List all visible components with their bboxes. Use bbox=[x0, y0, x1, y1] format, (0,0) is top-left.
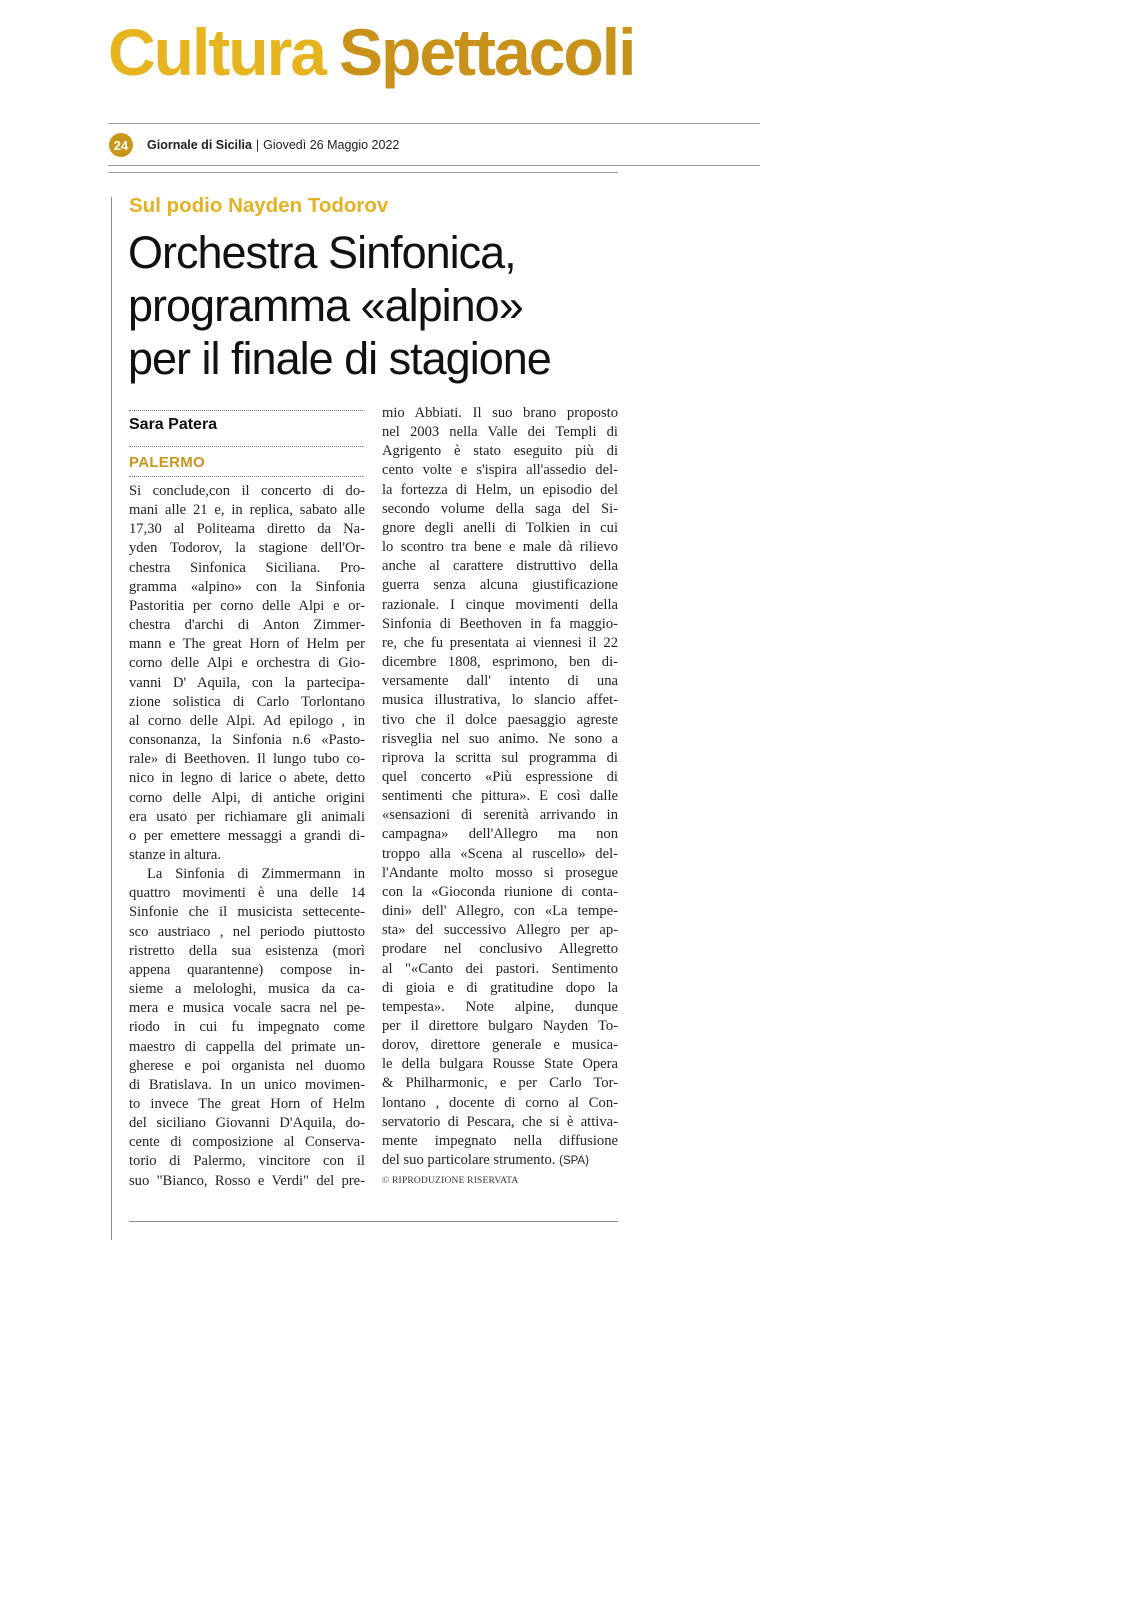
text-line: servatorio di Pescara, che si è attiva- bbox=[382, 1113, 618, 1130]
text-line: con la «Gioconda riunione di conta- bbox=[382, 883, 618, 900]
article-column-2 bbox=[382, 404, 618, 1171]
text-line: sieme a melologhi, musica da ca- bbox=[129, 981, 365, 998]
article-headline bbox=[128, 226, 628, 385]
text-line: era usato per richiamare gli animali bbox=[129, 808, 365, 825]
text-line: di Bratislava. In un unico movimen- bbox=[129, 1076, 365, 1093]
article-column-1 bbox=[129, 482, 365, 1191]
text-line: corno delle Alpi e orchestra di Gio- bbox=[129, 655, 365, 672]
text-line: appena quarantenne) compose in- bbox=[129, 961, 365, 978]
text-line: le della bulgara Rousse State Opera bbox=[382, 1056, 618, 1073]
text-line: sta» del successivo Allegro per ap- bbox=[382, 922, 618, 939]
byline-author: Sara Patera bbox=[129, 416, 218, 433]
text-line: nel 2003 nella Valle dei Templi di bbox=[382, 424, 618, 441]
text-line: del suo particolare strumento. bbox=[382, 1152, 556, 1169]
text-line: mera e musica vocale sacra nel pe- bbox=[129, 1000, 365, 1017]
text-line: la fortezza di Helm, un episodio del bbox=[382, 481, 618, 498]
text-line: Pastoritia per corno delle Alpi e or- bbox=[129, 597, 365, 614]
text-line: risveglia nel suo animo. Ne sono a bbox=[382, 730, 618, 747]
text-line: dorov, direttore generale e musica- bbox=[382, 1037, 618, 1054]
text-line: suo "Bianco, Rosso e Verdi" del pre- bbox=[129, 1172, 365, 1189]
text-line: musica illustrativa, lo slancio affet- bbox=[382, 692, 618, 709]
article-kicker: Sul podio Nayden Todorov bbox=[129, 194, 389, 217]
text-line: gnore degli anelli di Tolkien in cui bbox=[382, 519, 618, 536]
copyright-notice: © RIPRODUZIONE RISERVATA bbox=[382, 1176, 519, 1186]
text-line: Si conclude,con il concerto di do- bbox=[129, 483, 365, 499]
text-line: del siciliano Giovanni D'Aquila, do- bbox=[129, 1115, 365, 1132]
text-line: anche al carattere distruttivo della bbox=[382, 558, 618, 575]
dateline-city: PALERMO bbox=[129, 454, 205, 471]
text-line: nico in legno di larice o abete, detto bbox=[129, 770, 365, 787]
text-line: 17,30 al Politeama diretto da Na- bbox=[129, 521, 365, 538]
newspaper-name: Giornale di Sicilia bbox=[147, 138, 252, 152]
text-line: ristretto della sua esistenza (morì bbox=[129, 942, 365, 959]
text-line: cento volte e s'ispira all'assedio del- bbox=[382, 462, 618, 479]
text-line: riodo in cui fu impegnato come bbox=[129, 1019, 365, 1036]
text-line: cente di composizione al Conserva- bbox=[129, 1134, 365, 1151]
text-line: stanze in altura. bbox=[129, 846, 221, 863]
text-line: La Sinfonia di Zimmermann in bbox=[147, 866, 365, 883]
text-line: Sinfonie che il musicista settecente- bbox=[129, 904, 365, 921]
text-line: al "«Canto dei pastori. Sentimento bbox=[382, 960, 618, 977]
text-line: gherese e poi organista nel duomo bbox=[129, 1057, 365, 1074]
headline-line: per il finale di stagione bbox=[128, 333, 551, 384]
text-line: sentimenti che pittura». E così dalle bbox=[382, 788, 618, 805]
text-line: l'Andante molto mosso si prosegue bbox=[382, 864, 618, 881]
text-line: consonanza, la Sinfonia n.6 «Pasto- bbox=[129, 732, 365, 749]
text-line: mio Abbiati. Il suo brano proposto bbox=[382, 405, 618, 421]
text-line: troppo alla «Scena al ruscello» del- bbox=[382, 845, 618, 862]
text-line: yden Todorov, la stagione dell'Or- bbox=[129, 540, 365, 557]
text-line: dini» dell' Allegro, con «La tempe- bbox=[382, 903, 618, 920]
text-line: mani alle 21 e, in replica, sabato alle bbox=[129, 502, 365, 519]
text-line: lo scontro tra bene e male dà rilievo bbox=[382, 539, 618, 556]
text-line: di gioia e di gratitudine dopo la bbox=[382, 979, 618, 996]
text-line: Agrigento è stato eseguito più di bbox=[382, 443, 618, 460]
headline-line: Orchestra Sinfonica, bbox=[128, 227, 516, 278]
text-line: tempesta». Note alpine, dunque bbox=[382, 998, 618, 1015]
section-title bbox=[108, 12, 634, 92]
text-line: mann e The great Horn of Helm per bbox=[129, 636, 365, 653]
text-line: corno delle Alpi, di antiche origini bbox=[129, 789, 365, 806]
text-line: mente impegnato nella diffusione bbox=[382, 1132, 618, 1149]
text-line: o per emettere messaggi a grandi di- bbox=[129, 827, 365, 844]
article-left-border bbox=[111, 197, 112, 1240]
text-line: versamente dall' intento di una bbox=[382, 673, 618, 690]
text-line: secondo volume della saga del Si- bbox=[382, 500, 618, 517]
text-line: chestra Sinfonica Siciliana. Pro- bbox=[129, 559, 365, 576]
folio-separator: | bbox=[255, 138, 260, 152]
text-line: rale» di Beethoven. Il lungo tubo co- bbox=[129, 751, 365, 768]
article-bottom-rule bbox=[129, 1221, 618, 1222]
text-line: dicembre 1808, esprimono, ben di- bbox=[382, 654, 618, 671]
text-line: gramma «alpino» con la Sinfonia bbox=[129, 578, 365, 595]
text-line: to invece The great Horn of Helm bbox=[129, 1096, 365, 1112]
folio-line bbox=[109, 132, 399, 158]
text-line: lontano , docente di corno al Con- bbox=[382, 1094, 618, 1111]
author-signature: (SPA) bbox=[559, 1155, 589, 1168]
text-line: sco austriaco , nel periodo piuttosto bbox=[129, 923, 365, 940]
text-line: al corno delle Alpi. Ad epilogo , in bbox=[129, 712, 365, 729]
text-line: chestra d'archi di Anton Zimmer- bbox=[129, 617, 365, 634]
text-line: per il direttore bulgaro Nayden To- bbox=[382, 1018, 618, 1034]
section-title-cultura: Cultura bbox=[108, 15, 325, 89]
headline-line: programma «alpino» bbox=[128, 280, 523, 331]
text-line: maestro di cappella del primate un- bbox=[129, 1038, 365, 1055]
text-line: quattro movimenti è una delle 14 bbox=[129, 885, 365, 902]
dotted-divider bbox=[129, 476, 363, 477]
text-line: «sensazioni di serenità arrivando in bbox=[382, 807, 618, 824]
publication-date: Giovedì 26 Maggio 2022 bbox=[263, 138, 400, 152]
text-line: tivo che il dolce paesaggio agreste bbox=[382, 711, 618, 728]
text-line: zione solistica di Carlo Torlontano bbox=[129, 693, 365, 710]
header-rule-middle bbox=[108, 165, 760, 166]
text-line: Sinfonia di Beethoven in fa maggio- bbox=[382, 615, 618, 632]
text-line: torio di Palermo, vincitore con il bbox=[129, 1153, 365, 1170]
header-rule-top bbox=[108, 123, 760, 124]
page-number-badge: 24 bbox=[109, 133, 133, 157]
text-line: campagna» dell'Allegro ma non bbox=[382, 826, 618, 843]
text-line: guerra senza alcuna giustificazione bbox=[382, 577, 618, 594]
dotted-divider bbox=[129, 410, 363, 411]
text-line: re, che fu presentata ai viennesi il 22 bbox=[382, 634, 618, 651]
dotted-divider bbox=[129, 446, 363, 447]
text-line: razionale. I cinque movimenti della bbox=[382, 596, 618, 613]
section-title-spettacoli: Spettacoli bbox=[339, 15, 635, 89]
text-line: riprova la scritta sul programma di bbox=[382, 749, 618, 766]
text-line: vanni D' Aquila, con la partecipa- bbox=[129, 674, 365, 691]
text-line: quel concerto «Più espressione di bbox=[382, 768, 618, 785]
text-line: & Philharmonic, e per Carlo Tor- bbox=[382, 1075, 618, 1092]
text-line: prodare nel conclusivo Allegretto bbox=[382, 941, 618, 958]
header-rule-bottom bbox=[108, 172, 618, 173]
text-line-final bbox=[382, 1151, 618, 1171]
